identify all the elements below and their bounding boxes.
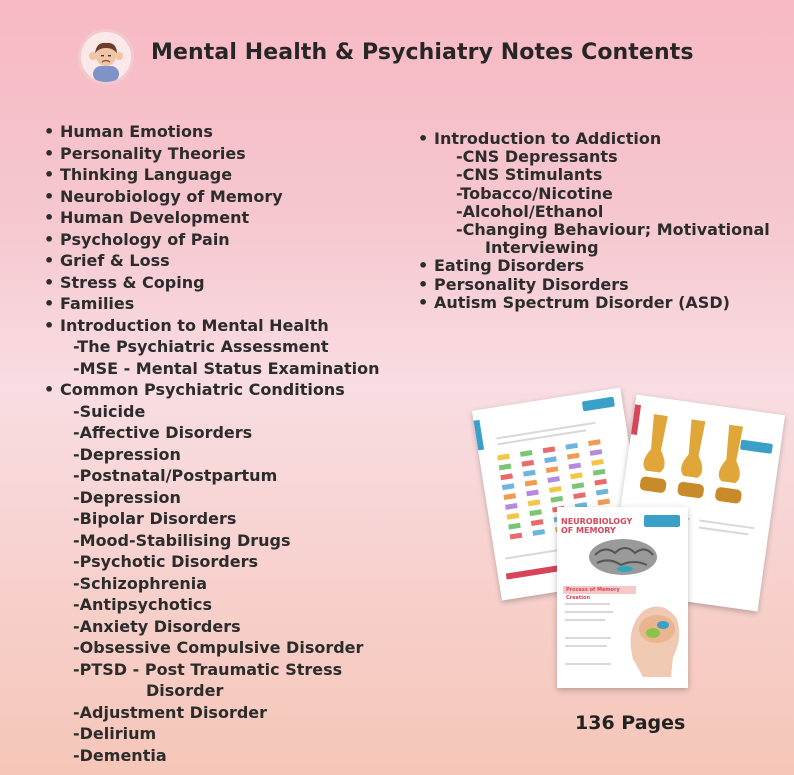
- bullet-icon: •: [44, 165, 55, 184]
- table-cell-swatch: [590, 449, 603, 456]
- table-cell-swatch: [596, 489, 609, 496]
- sub-item: -Dementia: [73, 745, 167, 765]
- table-cell-swatch: [528, 499, 541, 506]
- list-item-label: Personality Theories: [60, 143, 246, 163]
- bullet-icon: •: [418, 256, 429, 276]
- bullet-icon: •: [44, 294, 55, 313]
- table-cell-swatch: [502, 483, 515, 490]
- table-cell-swatch: [543, 446, 556, 453]
- sub-item: -Suicide: [73, 401, 146, 421]
- list-item: [418, 276, 788, 294]
- table-cell-swatch: [531, 519, 544, 526]
- table-cell-swatch: [570, 472, 583, 479]
- list-item-label: Grief & Loss: [60, 251, 170, 270]
- table-cell-swatch: [568, 463, 581, 470]
- head-anatomy-icon: [623, 599, 683, 679]
- table-cell-swatch: [520, 450, 533, 457]
- list-item: [44, 293, 404, 315]
- list-item-label: Families: [60, 294, 135, 313]
- bullet-icon: •: [44, 208, 55, 227]
- sub-item: -Affective Disorders: [73, 423, 253, 442]
- table-cell-swatch: [597, 498, 610, 505]
- sub-item: -MSE - Mental Status Examination: [73, 358, 380, 378]
- sub-item: -Alcohol/Ethanol: [456, 201, 604, 221]
- sub-item: -Delirium: [73, 724, 157, 743]
- table-cell-swatch: [497, 454, 510, 461]
- table-cell-swatch: [549, 486, 562, 493]
- table-cell-swatch: [544, 456, 557, 463]
- header-avatar: [78, 29, 134, 85]
- table-cell-swatch: [588, 439, 601, 446]
- page-count: 136 Pages: [575, 712, 686, 734]
- list-item: [44, 143, 404, 165]
- contents-list-right: [418, 130, 788, 312]
- bullet-icon: •: [44, 315, 55, 335]
- list-item-label: Thinking Language: [60, 165, 233, 184]
- page-stripe: [473, 420, 484, 451]
- stressed-person-icon: [81, 32, 131, 82]
- sub-item: -The Psychiatric Assessment: [73, 337, 329, 356]
- brain-illustration-icon: [585, 537, 665, 581]
- sub-item: -CNS Depressants: [456, 147, 618, 167]
- table-cell-swatch: [593, 469, 606, 476]
- sub-item: -Tobacco/Nicotine: [456, 183, 613, 203]
- synapse-illustration-icon: [634, 408, 765, 514]
- sub-item: -Obsessive Compulsive Disorder: [73, 638, 364, 657]
- table-cell-swatch: [499, 464, 512, 471]
- table-cell-swatch: [550, 496, 563, 503]
- list-item: [44, 315, 404, 337]
- table-cell-swatch: [526, 490, 539, 497]
- page-tag: [644, 515, 680, 527]
- table-cell-swatch: [591, 459, 604, 466]
- preview-page-neurobiology: [557, 507, 688, 688]
- list-item: [44, 272, 404, 294]
- sub-item: -Adjustment Disorder: [73, 702, 268, 722]
- list-item: [44, 207, 404, 229]
- table-cell-swatch: [523, 470, 536, 477]
- list-item-label: Common Psychiatric Conditions: [60, 380, 345, 399]
- list-item-label: Human Emotions: [60, 122, 213, 141]
- bullet-icon: •: [44, 251, 55, 270]
- sub-item: -Changing Behaviour; Motivational: [456, 220, 770, 240]
- bullet-icon: •: [44, 272, 55, 292]
- list-item-label: Eating Disorders: [434, 256, 585, 276]
- sub-item: -Depression: [73, 487, 181, 507]
- sub-item: -Depression: [73, 444, 181, 464]
- list-item: [44, 250, 404, 272]
- table-cell-swatch: [507, 513, 520, 520]
- sub-item: -Psychotic Disorders: [73, 552, 258, 571]
- list-item: [44, 164, 404, 186]
- list-item-label: Introduction to Addiction: [434, 129, 662, 148]
- bullet-icon: •: [44, 122, 55, 141]
- bullet-icon: •: [418, 129, 429, 148]
- page-tag: [582, 397, 615, 412]
- table-cell-swatch: [500, 473, 513, 480]
- table-cell-swatch: [572, 482, 585, 489]
- list-item-label: Autism Spectrum Disorder (ASD): [434, 292, 730, 312]
- preview-page-title: NEUROBIOLOGY OF MEMORY: [561, 517, 633, 535]
- bullet-icon: •: [44, 229, 55, 249]
- list-item: [44, 229, 404, 251]
- sub-item: -Antipsychotics: [73, 595, 212, 614]
- list-item: [418, 130, 788, 148]
- table-cell-swatch: [573, 492, 586, 499]
- table-cell-swatch: [529, 509, 542, 516]
- table-cell-swatch: [565, 443, 578, 450]
- table-cell-swatch: [567, 453, 580, 460]
- page-stripe: [631, 404, 641, 435]
- list-item: [44, 379, 404, 401]
- list-item-label: Human Development: [60, 208, 250, 227]
- table-cell-swatch: [503, 493, 516, 500]
- page-title: Mental Health & Psychiatry Notes Contents: [151, 40, 694, 65]
- list-item-label: Neurobiology of Memory: [60, 186, 283, 206]
- sub-item: -Schizophrenia: [73, 573, 208, 593]
- list-item-label: Stress & Coping: [60, 272, 205, 292]
- sub-item: -CNS Stimulants: [456, 165, 603, 185]
- sub-item-continuation: Interviewing: [485, 238, 599, 258]
- list-item-label: Personality Disorders: [434, 274, 629, 294]
- list-item-label: Psychology of Pain: [60, 229, 230, 249]
- bullet-icon: •: [44, 380, 55, 399]
- bullet-icon: •: [418, 292, 429, 312]
- table-cell-swatch: [532, 529, 545, 536]
- table-cell-swatch: [505, 503, 518, 510]
- table-cell-swatch: [521, 460, 534, 467]
- bullet-icon: •: [418, 274, 429, 294]
- sub-item: -Postnatal/Postpartum: [73, 466, 278, 485]
- bullet-icon: •: [44, 186, 55, 206]
- sub-item: -Anxiety Disorders: [73, 616, 241, 636]
- table-cell-swatch: [547, 476, 560, 483]
- list-item: [44, 186, 404, 208]
- list-item: [418, 294, 788, 312]
- list-item: [418, 257, 788, 275]
- preview-section-heading: Process of Memory Creation: [563, 586, 636, 594]
- table-cell-swatch: [546, 466, 559, 473]
- list-item-label: Introduction to Mental Health: [60, 315, 329, 335]
- sub-item: -PTSD - Post Traumatic Stress: [73, 659, 343, 679]
- table-cell-swatch: [594, 479, 607, 486]
- contents-list-left: [44, 121, 404, 766]
- list-item: [44, 121, 404, 143]
- table-cell-swatch: [508, 523, 521, 530]
- bullet-icon: •: [44, 143, 55, 163]
- sub-item: -Mood-Stabilising Drugs: [73, 530, 291, 550]
- table-cell-swatch: [510, 533, 523, 540]
- sub-item-continuation: Disorder: [146, 681, 224, 700]
- sub-item: -Bipolar Disorders: [73, 509, 237, 528]
- table-cell-swatch: [525, 480, 538, 487]
